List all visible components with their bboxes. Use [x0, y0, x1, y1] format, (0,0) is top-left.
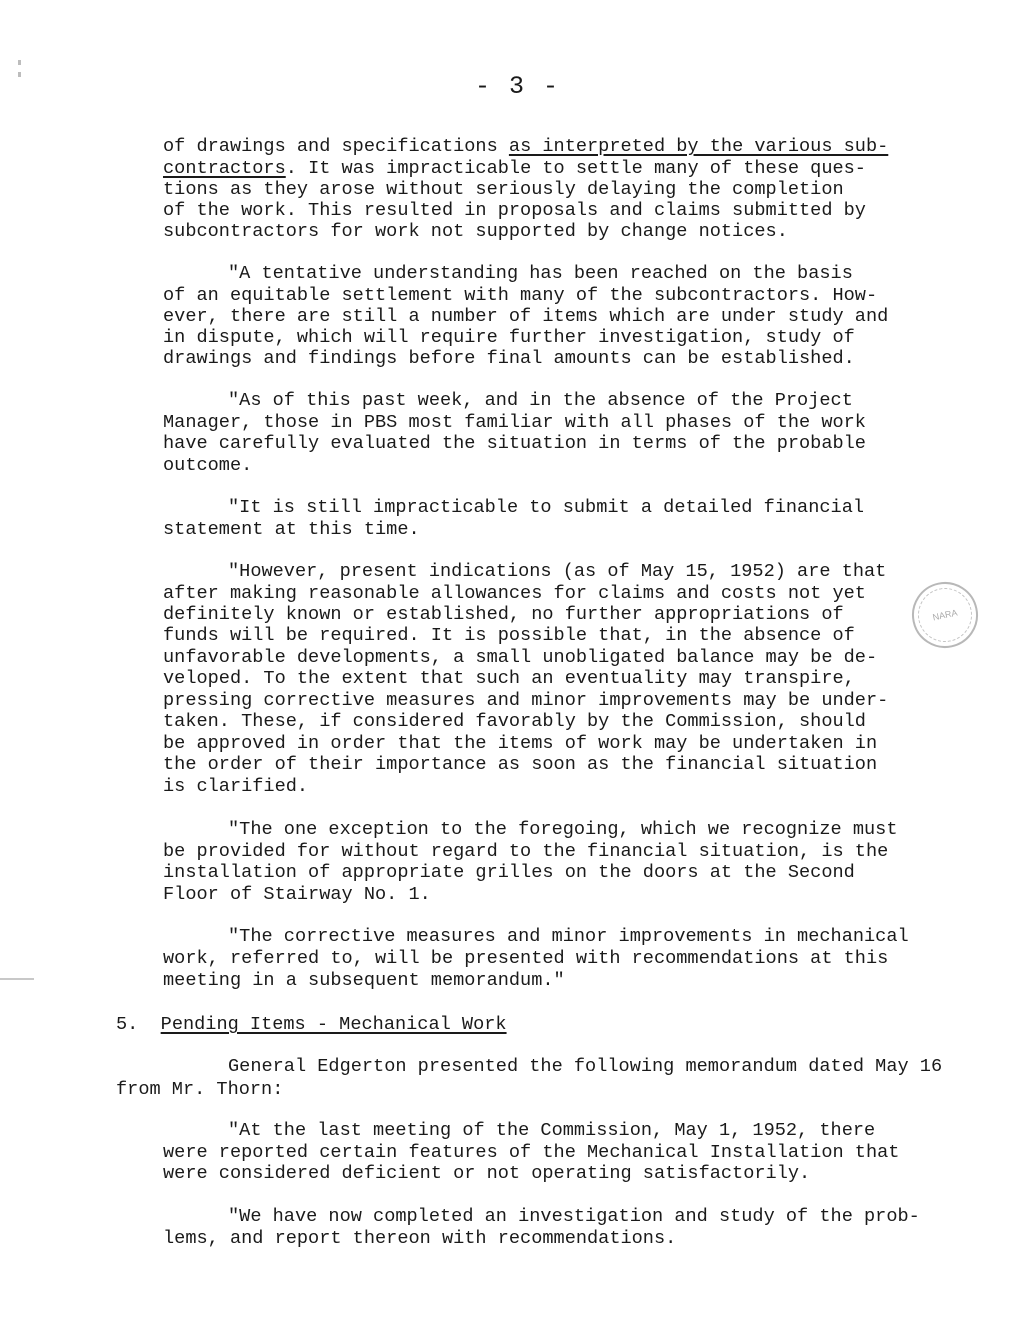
body-line: "As of this past week, and in the absence of the Project — [228, 390, 853, 411]
body-line: the order of their importance as soon as the financial situation — [163, 754, 878, 775]
body-line: have carefully evaluated the situation in terms of the probable — [163, 433, 866, 454]
body-line: work, referred to, will be presented with recommendations at this — [163, 948, 889, 969]
body-line: General Edgerton presented the following memorandum dated May 16 — [228, 1056, 943, 1077]
scan-speck — [18, 72, 21, 77]
body-line: lems, and report thereon with recommendations. — [163, 1228, 677, 1249]
page-number: - 3 - — [475, 72, 561, 101]
body-line: is clarified. — [163, 776, 309, 797]
underlined-text: contractors — [163, 158, 286, 179]
body-line: of the work. This resulted in proposals and claims submitted by — [163, 200, 866, 221]
section-number: 5. — [116, 1014, 139, 1035]
body-line: ever, there are still a number of items which are under study and — [163, 306, 889, 327]
body-line: of an equitable settlement with many of the subcontractors. How- — [163, 285, 878, 306]
body-line: meeting in a subsequent memorandum." — [163, 970, 565, 991]
body-line: unfavorable developments, a small unobligated balance may be de- — [163, 647, 878, 668]
body-line: Floor of Stairway No. 1. — [163, 884, 431, 905]
body-line: "It is still impracticable to submit a detailed financial — [228, 497, 865, 518]
underlined-text: as interpreted by the various sub- — [508, 136, 889, 157]
section-heading — [116, 1014, 507, 1035]
archive-stamp — [906, 576, 984, 654]
body-text: of drawings and specifications — [163, 136, 509, 157]
body-line: be approved in order that the items of work may be undertaken in — [163, 733, 878, 754]
body-text: . It was impracticable to settle many of these ques- — [285, 158, 866, 179]
section-title: Pending Items - Mechanical Work — [160, 1014, 507, 1035]
body-line: were considered deficient or not operating satisfactorily. — [163, 1163, 811, 1184]
body-line: Manager, those in PBS most familiar with all phases of the work — [163, 412, 866, 433]
body-line: drawings and findings before final amounts can be established. — [163, 348, 855, 369]
body-line: installation of appropriate grilles on the doors at the Second — [163, 862, 855, 883]
body-line — [163, 158, 866, 179]
body-line: funds will be required. It is possible that, in the absence of — [163, 625, 855, 646]
scan-speck — [18, 60, 21, 65]
margin-mark — [0, 978, 34, 980]
body-line: tions as they arose without seriously delaying the completion — [163, 179, 844, 200]
body-line: definitely known or established, no further appropriations of — [163, 604, 844, 625]
stamp-ring — [913, 583, 977, 647]
body-line: subcontractors for work not supported by change notices. — [163, 221, 788, 242]
body-line: were reported certain features of the Mechanical Installation that — [163, 1142, 900, 1163]
body-line: after making reasonable allowances for claims and costs not yet — [163, 583, 866, 604]
body-line: "We have now completed an investigation and study of the prob- — [228, 1206, 920, 1227]
body-line: statement at this time. — [163, 519, 420, 540]
body-line: in dispute, which will require further investigation, study of — [163, 327, 855, 348]
body-line: "A tentative understanding has been reached on the basis — [228, 263, 853, 284]
body-line: from Mr. Thorn: — [116, 1079, 284, 1100]
body-line: taken. These, if considered favorably by the Commission, should — [163, 711, 866, 732]
body-line: pressing corrective measures and minor improvements may be under- — [163, 690, 889, 711]
body-line: be provided for without regard to the financial situation, is the — [163, 841, 889, 862]
stamp-text: NARA — [931, 607, 959, 623]
body-line: veloped. To the extent that such an eventuality may transpire, — [163, 668, 855, 689]
body-line: "The corrective measures and minor improvements in mechanical — [228, 926, 909, 947]
body-line: outcome. — [163, 455, 253, 476]
body-line — [163, 136, 888, 157]
body-line: "However, present indications (as of May 15, 1952) are that — [228, 561, 887, 582]
body-line: "The one exception to the foregoing, which we recognize must — [228, 819, 898, 840]
body-line: "At the last meeting of the Commission, May 1, 1952, there — [228, 1120, 876, 1141]
